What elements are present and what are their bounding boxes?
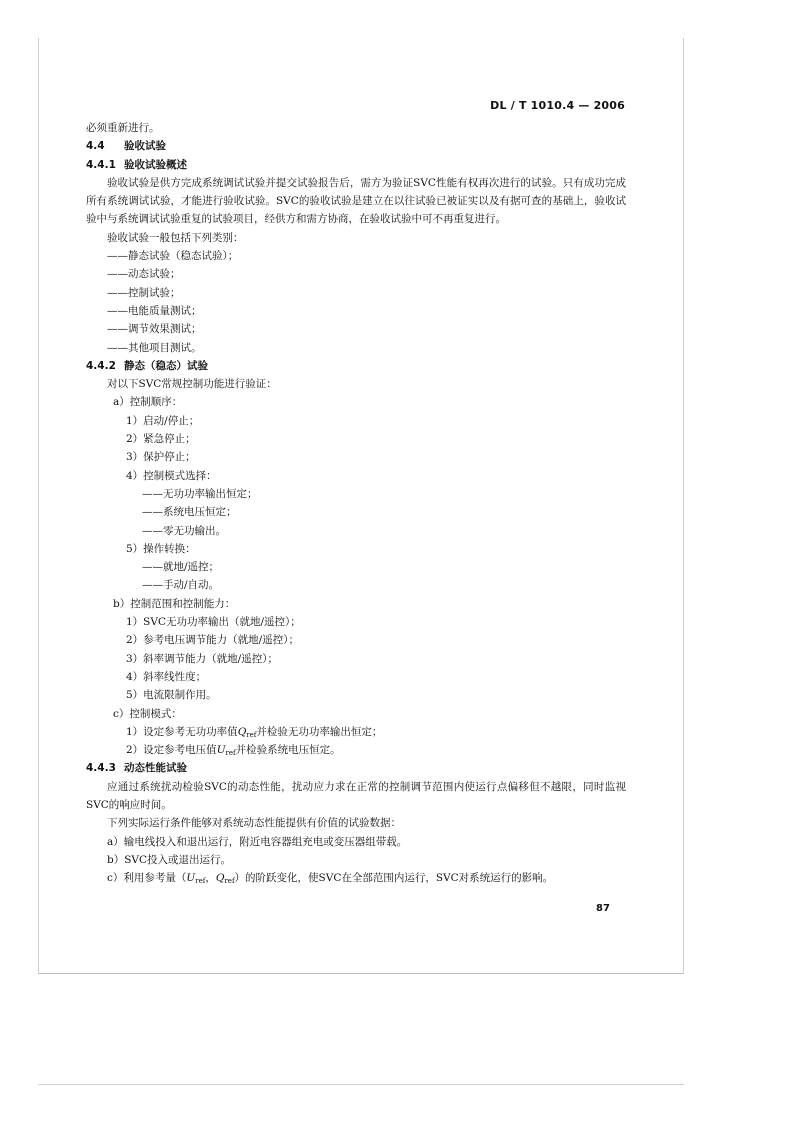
list-item: ——手动/自动。 xyxy=(142,579,220,592)
subscript: ref xyxy=(225,749,236,758)
list-item: ——电能质量测试； xyxy=(107,304,202,317)
section-heading-4-4-3 xyxy=(86,759,626,777)
list-item: 4）斜率线性度； xyxy=(126,670,207,683)
subscript: ref xyxy=(195,877,206,886)
section-heading-4-4-1 xyxy=(86,156,626,174)
list-item: ——无功功率输出恒定； xyxy=(142,487,258,500)
text-run: 并检验无功功率输出恒定； xyxy=(256,725,383,738)
section-title: 验收试验 xyxy=(124,140,166,153)
list-item: ——其他项目测试。 xyxy=(107,341,202,354)
list-item: ——就地/遥控； xyxy=(142,561,220,574)
list-item-a: a）控制顺序： xyxy=(113,396,183,409)
list-item: 5）电流限制作用。 xyxy=(126,689,217,702)
section-title: 验收试验概述 xyxy=(124,158,187,171)
list-item: 5）操作转换： xyxy=(126,542,196,555)
subscript: ref xyxy=(224,877,235,886)
list-item: ——调节效果测试； xyxy=(107,323,202,336)
paragraph-categories-intro: 验收试验一般包括下列类别： xyxy=(107,231,244,244)
list-item: ——系统电压恒定； xyxy=(142,506,237,519)
text-run: 2）设定参考电压值 xyxy=(126,744,217,757)
list-item: ——零无功输出。 xyxy=(142,524,226,537)
page-bottom-rule xyxy=(38,1084,684,1085)
document-body xyxy=(86,119,626,887)
list-item: 2）参考电压调节能力（就地/遥控）； xyxy=(126,634,299,647)
paragraph-overview: 验收试验是供方完成系统调试试验并提交试验报告后，需方为验证SVC性能有权再次进行的试验。只有成功完成所有系统调试试验，才能进行验收试验。SVC的验收试验是建立在以往试验已被证实以及有据可查的基础上，验收试验中与系统调试试验重复的试验项目，经供方和需方协商，在验收试验中可不再重复进行。 xyxy=(86,176,626,226)
paragraph-dynamic: 应通过系统扰动检验SVC的动态性能，扰动应力求在正常的控制调节范围内使运行点偏移但不越限，同时监视SVC的响应时间。 xyxy=(86,780,626,811)
list-item: 3）斜率调节能力（就地/遥控）； xyxy=(126,652,278,665)
list-item: 3）保护停止； xyxy=(126,451,196,464)
symbol-u: U xyxy=(216,744,226,757)
list-item: ——控制试验； xyxy=(107,286,181,299)
list-item: b）SVC投入或退出运行。 xyxy=(107,853,232,866)
list-item: ——静态试验（稳态试验）； xyxy=(107,250,239,263)
section-title: 静态（稳态）试验 xyxy=(124,359,208,372)
list-item xyxy=(86,741,626,759)
list-item xyxy=(86,723,626,741)
list-item-b: b）控制范围和控制能力： xyxy=(113,597,236,610)
section-number: 4.4 xyxy=(86,140,105,153)
list-item: 1）SVC无功功率输出（就地/遥控）； xyxy=(126,616,301,629)
document-header: DL / T 1010.4 — 2006 xyxy=(490,99,625,112)
list-item: a）输电线投入和退出运行，附近电容器组充电或变压器组带载。 xyxy=(107,835,408,848)
section-number: 4.4.3 xyxy=(86,762,116,775)
list-item: 1）启动/停止； xyxy=(126,414,200,427)
text-run: 1）设定参考无功功率值 xyxy=(126,725,238,738)
continuation-line: 必须重新进行。 xyxy=(86,122,160,134)
subscript: ref xyxy=(246,730,257,739)
list-item: 4）控制模式选择： xyxy=(126,469,217,482)
section-number: 4.4.2 xyxy=(86,359,116,372)
text-run: c）利用参考量（ xyxy=(107,872,187,885)
paragraph-conditions-intro: 下列实际运行条件能够对系统动态性能提供有价值的试验数据： xyxy=(107,817,401,830)
paragraph-static-intro: 对以下SVC常规控制功能进行验证： xyxy=(107,378,277,391)
symbol-q: Q xyxy=(215,872,225,885)
symbol-q: Q xyxy=(237,725,247,738)
list-item xyxy=(86,869,626,887)
list-item-c: c）控制模式： xyxy=(113,707,182,720)
symbol-u: U xyxy=(186,872,196,885)
list-item: 2）紧急停止； xyxy=(126,433,196,446)
list-item: ——动态试验； xyxy=(107,268,181,281)
text-run: 并检验系统电压恒定。 xyxy=(235,744,341,757)
section-number: 4.4.1 xyxy=(86,158,116,171)
section-heading-4-4-2 xyxy=(86,357,626,375)
text-run: ， xyxy=(205,872,216,885)
page-number: 87 xyxy=(596,903,610,914)
section-title: 动态性能试验 xyxy=(124,762,187,775)
section-heading-4-4 xyxy=(86,137,626,155)
text-run: ）的阶跃变化，使SVC在全部范围内运行，SVC对系统运行的影响。 xyxy=(234,872,554,885)
